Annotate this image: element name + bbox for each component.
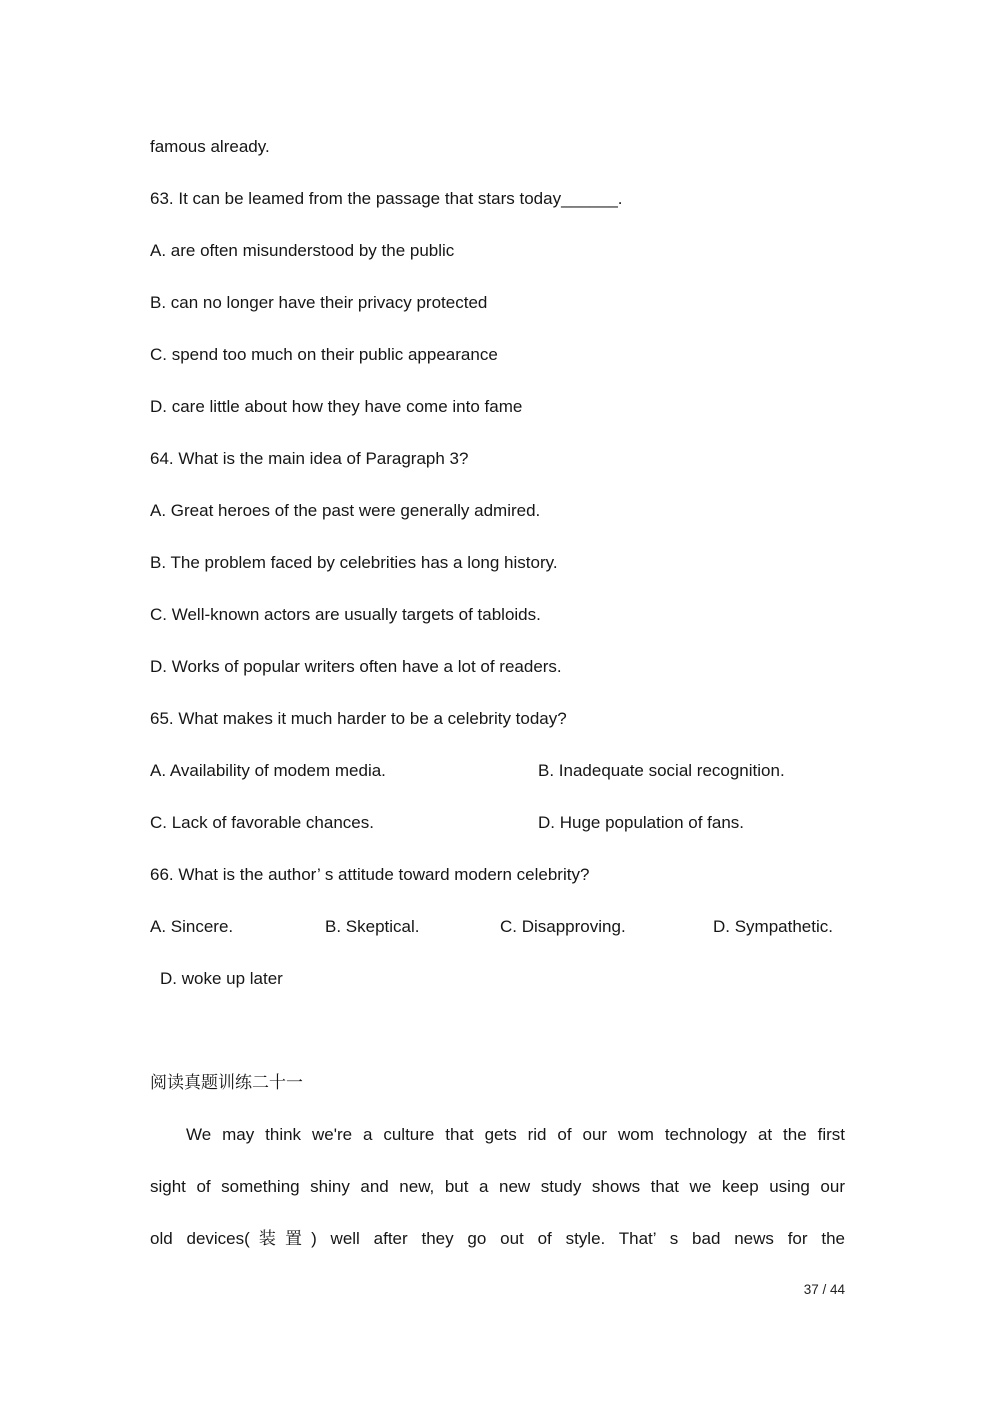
question-64-option-d: D. Works of popular writers often have a lot of readers. (150, 657, 562, 676)
question-65-options-row-2 (150, 813, 845, 865)
question-65-option-d: D. Huge population of fans. (538, 813, 745, 832)
paragraph-line-1: We may think we're a culture that gets rid of our wom technology at the first (186, 1125, 845, 1144)
question-65-stem: 65. What makes it much harder to be a celebrity today? (150, 709, 567, 728)
question-65-options-row-1 (150, 761, 845, 813)
question-64-option-a: A. Great heroes of the past were generally admired. (150, 501, 541, 520)
question-65-option-a: A. Availability of modem media. (150, 761, 386, 780)
paragraph-line-3: old devices(装置) well after they go out of style. That’ s bad news for the (150, 1229, 845, 1248)
question-66-option-d: D. Sympathetic. (713, 917, 833, 936)
blank-spacer (150, 1021, 845, 1073)
question-65-option-b: B. Inadequate social recognition. (538, 761, 785, 780)
question-66-option-b: B. Skeptical. (325, 917, 420, 936)
section-heading: 阅读真题训练二十一 (150, 1073, 303, 1092)
stray-option-d: D. woke up later (160, 969, 283, 988)
question-66-stem: 66. What is the author’ s attitude toward modern celebrity? (150, 865, 590, 884)
question-63-option-c: C. spend too much on their public appearance (150, 345, 498, 364)
question-63-option-b: B. can no longer have their privacy protected (150, 293, 488, 312)
paragraph-line-2: sight of something shiny and new, but a new study shows that we keep using our (150, 1177, 845, 1196)
trailing-sentence: famous already. (150, 137, 270, 156)
question-66-options-row (150, 917, 845, 969)
question-64-option-b: B. The problem faced by celebrities has a long history. (150, 553, 558, 572)
question-63-option-a: A. are often misunderstood by the public (150, 241, 455, 260)
question-63-stem: 63. It can be leamed from the passage that stars today______. (150, 189, 623, 208)
question-64-option-c: C. Well-known actors are usually targets of tabloids. (150, 605, 541, 624)
question-65-option-c: C. Lack of favorable chances. (150, 813, 374, 832)
page-number: 37 / 44 (803, 1282, 845, 1297)
page-content (150, 137, 845, 1333)
question-66-option-c: C. Disapproving. (500, 917, 626, 936)
question-63-option-d: D. care little about how they have come into fame (150, 397, 523, 416)
question-66-option-a: A. Sincere. (150, 917, 234, 936)
question-64-stem: 64. What is the main idea of Paragraph 3? (150, 449, 469, 468)
